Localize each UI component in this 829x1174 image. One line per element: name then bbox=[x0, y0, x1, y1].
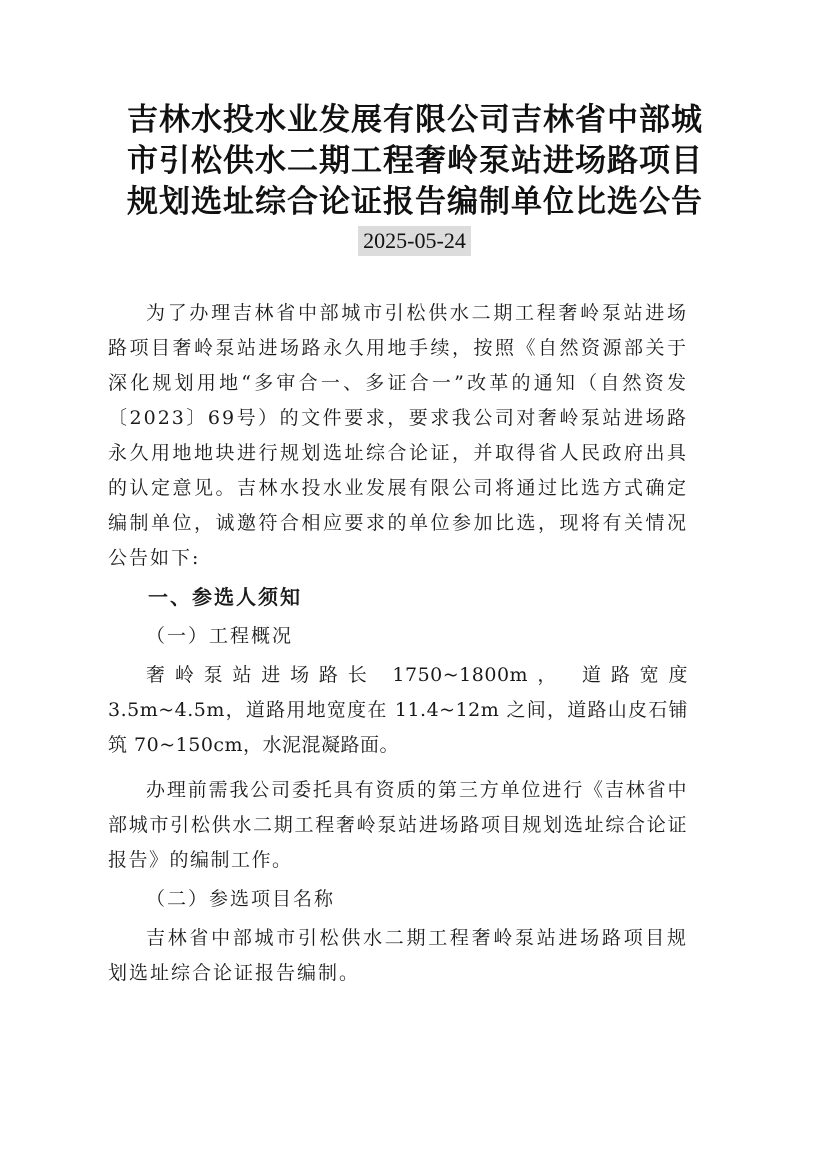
subsection-heading-2: （二）参选项目名称 bbox=[146, 888, 336, 910]
section-heading-1: 一、参选人须知 bbox=[148, 585, 302, 609]
document-title bbox=[100, 100, 730, 223]
publish-date: 2025-05-24 bbox=[358, 226, 471, 256]
project-overview-paragraph: 奢岭泵站进场路长 1750~1800m， 道路宽度 3.5m~4.5m，道路用地宽度在 11.4~12m 之间，道路山皮石铺筑 70~150cm，水泥混凝路面。 bbox=[108, 664, 688, 756]
commission-paragraph: 办理前需我公司委托具有资质的第三方单位进行《吉林省中部城市引松供水二期工程奢岭泵站进场路项目规划选址综合论证报告》的编制工作。 bbox=[108, 779, 688, 871]
title-line-1: 吉林水投水业发展有限公司吉林省中部城 bbox=[127, 102, 703, 138]
title-line-3: 规划选址综合论证报告编制单位比选公告 bbox=[127, 184, 703, 220]
intro-paragraph: 为了办理吉林省中部城市引松供水二期工程奢岭泵站进场路项目奢岭泵站进场路永久用地手续，按照《自然资源部关于深化规划用地“多审合一、多证合一”改革的通知（自然资发〔2023〕69号）的文件要求，要求我公司对奢岭泵站进场路永久用地地块进行规划选址综合论证，并取得省人民政府出具的认定意见。吉林水投水业发展有限公司将通过比选方式确定编制单位，诚邀符合相应要求的单位参加比选，现将有关情况公告如下: bbox=[108, 302, 688, 569]
project-name-paragraph: 吉林省中部城市引松供水二期工程奢岭泵站进场路项目规划选址综合论证报告编制。 bbox=[108, 927, 688, 984]
subsection-heading-1: （一）工程概况 bbox=[146, 625, 294, 647]
title-line-2: 市引松供水二期工程奢岭泵站进场路项目 bbox=[127, 143, 703, 179]
date-container bbox=[0, 226, 829, 256]
document-body bbox=[108, 296, 688, 991]
